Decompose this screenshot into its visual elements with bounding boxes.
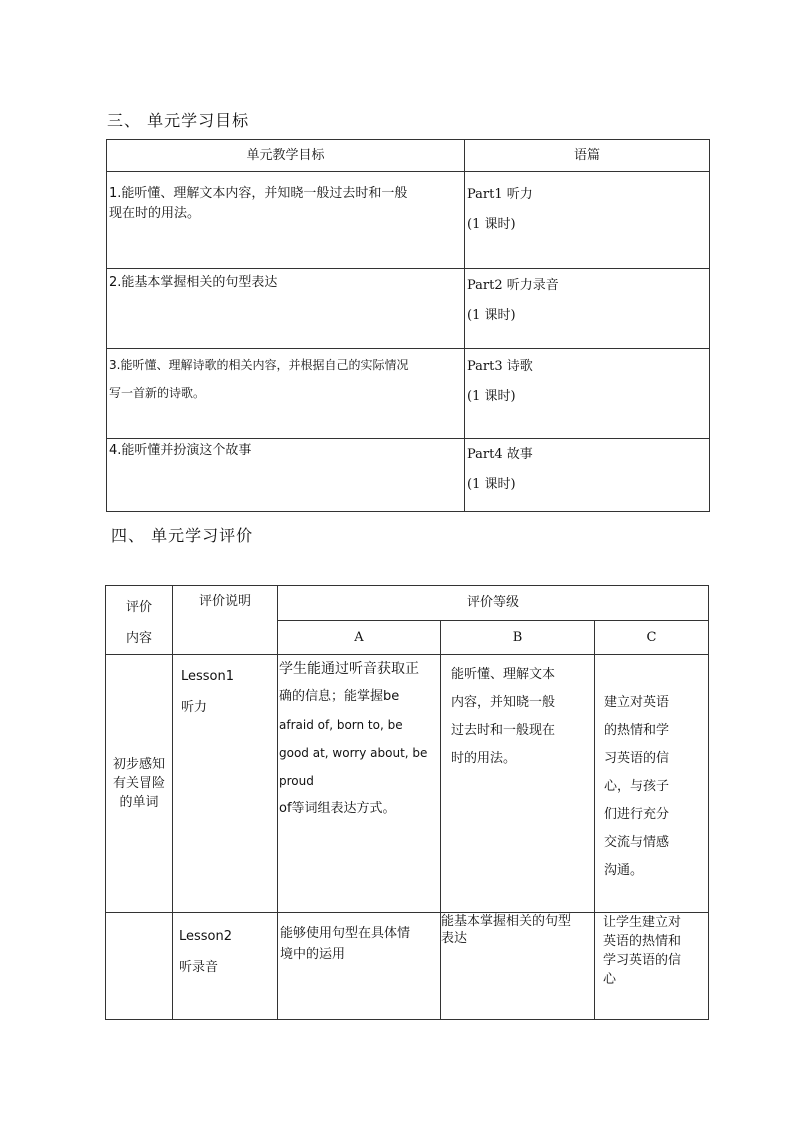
grade-text-line: 学生能通过听音获取正 bbox=[279, 661, 419, 677]
part-hours: (1 课时) bbox=[467, 217, 516, 232]
grade-a-cell bbox=[278, 655, 441, 913]
grade-text-line: 让学生建立对 bbox=[603, 915, 682, 930]
header-grade-b bbox=[441, 621, 595, 655]
section3-heading: 三、 单元学习目标 bbox=[107, 111, 250, 130]
grade-text-line: 能听懂、理解文本 bbox=[451, 667, 556, 682]
part-hours: (1 课时) bbox=[467, 308, 516, 323]
header-desc-text: 评价说明 bbox=[198, 594, 251, 609]
goal-cell bbox=[107, 439, 465, 512]
table-row bbox=[107, 349, 710, 439]
grade-text-line: 习英语的信 bbox=[604, 751, 670, 766]
grade-text-line: 时的用法。 bbox=[451, 751, 517, 766]
part-cell bbox=[465, 172, 710, 269]
goal-text-line: 2.能基本掌握相关的句型表达 bbox=[109, 275, 278, 290]
grade-text-line: 英语的热情和 bbox=[603, 934, 682, 949]
goal-text-line: 写一首新的诗歌。 bbox=[109, 386, 206, 400]
grade-text-line: 们进行充分 bbox=[604, 807, 670, 822]
header-grade bbox=[278, 586, 709, 621]
goals-table bbox=[106, 139, 710, 512]
lesson-label: Lesson1 bbox=[181, 669, 235, 684]
grade-text-line: 表达 bbox=[441, 931, 468, 946]
grade-text-line: 沟通。 bbox=[604, 863, 644, 878]
grade-text-line: of等词组表达方式。 bbox=[279, 801, 396, 816]
part-hours: (1 课时) bbox=[467, 389, 516, 404]
header-content-line: 评价 bbox=[125, 600, 152, 615]
header-grade-c bbox=[595, 621, 709, 655]
part-cell bbox=[465, 349, 710, 439]
goal-cell bbox=[107, 172, 465, 269]
grade-b-cell bbox=[441, 913, 595, 1020]
grade-text-line: 确的信息；能掌握be bbox=[279, 689, 400, 704]
grade-text-line: 学习英语的信 bbox=[603, 953, 682, 968]
group-cell-empty bbox=[106, 913, 173, 1020]
part-label: Part1 听力 bbox=[467, 187, 533, 202]
lesson-label: Lesson2 bbox=[179, 929, 233, 944]
lesson-cell bbox=[173, 655, 278, 913]
grade-c-label: C bbox=[646, 629, 657, 645]
group-label: 初步感知有关冒险的单词 bbox=[112, 757, 165, 810]
grade-text-line: 建立对英语 bbox=[604, 695, 670, 710]
grade-c-cell bbox=[595, 655, 709, 913]
goal-text-line: 3.能听懂、理解诗歌的相关内容，并根据自己的实际情况 bbox=[109, 358, 409, 372]
grade-b-label: B bbox=[512, 629, 523, 645]
table-row bbox=[107, 439, 710, 512]
grade-text-line: 的热情和学 bbox=[604, 723, 670, 738]
goals-header-goal-text: 单元教学目标 bbox=[246, 147, 325, 163]
table-row bbox=[107, 269, 710, 349]
goals-header-text-label: 语篇 bbox=[573, 147, 600, 163]
goal-text-line: 4.能听懂并扮演这个故事 bbox=[109, 443, 252, 458]
lesson-cell bbox=[173, 913, 278, 1020]
grade-text-line: 心 bbox=[603, 972, 617, 987]
part-cell bbox=[465, 439, 710, 512]
part-hours: (1 课时) bbox=[467, 477, 516, 492]
grade-b-cell bbox=[441, 655, 595, 913]
evaluation-table bbox=[105, 585, 709, 1020]
grade-a-label: A bbox=[354, 629, 364, 645]
grade-text-line: 能基本掌握相关的句型 bbox=[441, 914, 572, 929]
grade-a-cell bbox=[278, 913, 441, 1020]
grade-text-line: 交流与情感 bbox=[604, 835, 670, 850]
goal-cell bbox=[107, 349, 465, 439]
table-row bbox=[106, 655, 709, 913]
section4-heading: 四、 单元学习评价 bbox=[111, 526, 254, 545]
part-cell bbox=[465, 269, 710, 349]
lesson-sub-label: 听力 bbox=[181, 700, 208, 715]
goal-cell bbox=[107, 269, 465, 349]
header-desc bbox=[173, 586, 278, 655]
grade-text-line: 能够使用句型在具体情 bbox=[280, 926, 411, 941]
grade-text-line: 心，与孩子 bbox=[604, 779, 670, 794]
grade-text-line: proud bbox=[279, 774, 314, 788]
goal-text-line: 1.能听懂、理解文本内容，并知晓一般过去时和一般 bbox=[109, 186, 408, 201]
lesson-sub-label: 听录音 bbox=[179, 960, 219, 975]
table-row bbox=[107, 172, 710, 269]
goal-text-line: 现在时的用法。 bbox=[109, 206, 201, 221]
header-grade-a bbox=[278, 621, 441, 655]
header-content bbox=[106, 586, 173, 655]
grade-c-cell bbox=[595, 913, 709, 1020]
grade-text-line: afraid of, born to, be bbox=[279, 718, 403, 732]
header-grade-text: 评价等级 bbox=[466, 595, 519, 610]
header-content-line: 内容 bbox=[125, 631, 152, 646]
table-row bbox=[106, 913, 709, 1020]
group-cell bbox=[106, 655, 173, 913]
part-label: Part2 听力录音 bbox=[467, 278, 559, 293]
part-label: Part4 故事 bbox=[467, 447, 533, 462]
grade-text-line: 内容，并知晓一般 bbox=[451, 695, 556, 710]
goals-header-text bbox=[465, 140, 710, 172]
part-label: Part3 诗歌 bbox=[467, 359, 533, 374]
goals-header-goal bbox=[107, 140, 465, 172]
grade-text-line: good at, worry about, be bbox=[279, 746, 428, 760]
grade-text-line: 过去时和一般现在 bbox=[451, 723, 556, 738]
grade-text-line: 境中的运用 bbox=[280, 947, 346, 962]
